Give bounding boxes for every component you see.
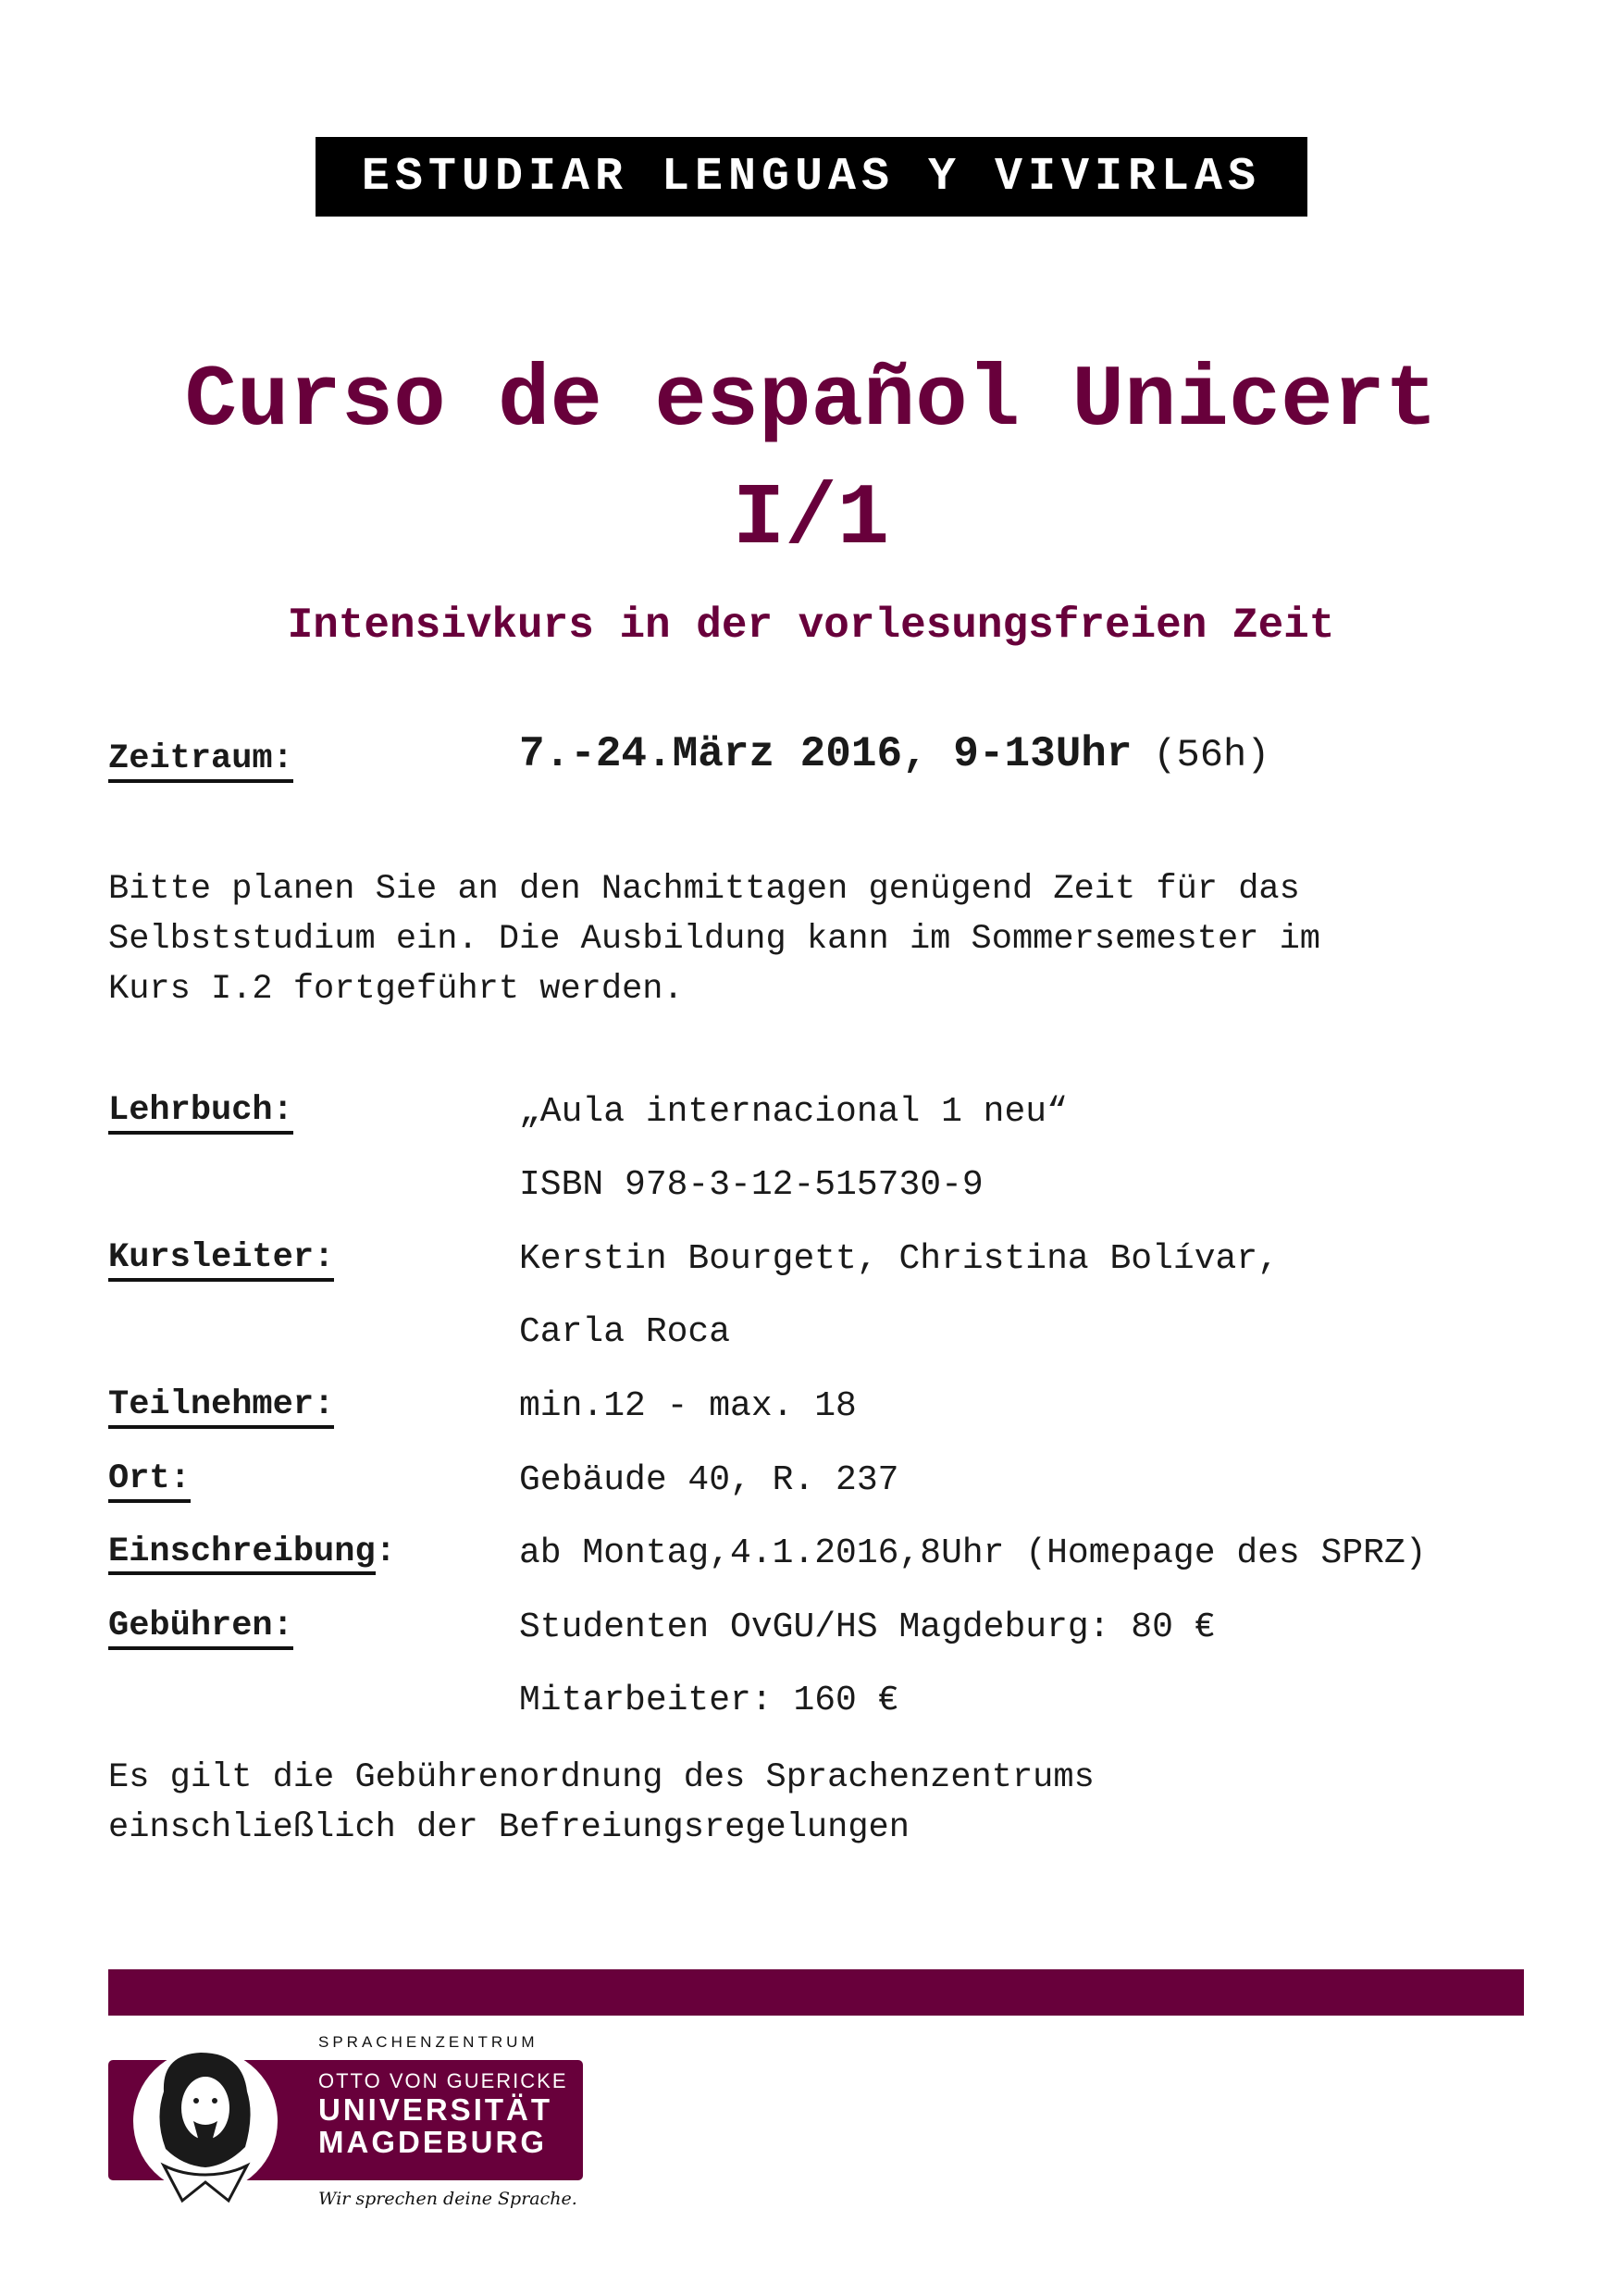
logo-slogan: Wir sprechen deine Sprache. (318, 2189, 577, 2209)
label-zeitraum: Zeitraum: (108, 740, 293, 783)
title-line-2: I/1 (732, 471, 890, 569)
label-einschreibung-text: Einschreibung (108, 1533, 376, 1575)
intro-line: Bitte planen Sie an den Nachmittagen genügend Zeit für das (108, 870, 1300, 909)
banner: ESTUDIAR LENGUAS Y VIVIRLAS (316, 137, 1307, 217)
title-line-1: Curso de español Unicert (184, 353, 1438, 451)
value-gebuehren-studenten: Studenten OvGU/HS Magdeburg: 80 € (519, 1607, 1216, 1647)
portrait-icon (159, 2053, 250, 2201)
intro-line: Selbststudium ein. Die Ausbildung kann im Sommersemester im (108, 920, 1321, 959)
label-einschreibung (108, 1533, 396, 1572)
value-ort: Gebäude 40, R. 237 (519, 1460, 899, 1500)
label-einschreibung-colon: : (375, 1533, 396, 1571)
value-gebuehren-mitarbeiter: Mitarbeiter: 160 € (519, 1681, 899, 1720)
value-teilnehmer: min.12 - max. 18 (519, 1386, 857, 1426)
course-hours: (56h) (1153, 733, 1270, 777)
subtitle: Intensivkurs in der vorlesungsfreien Zeit (287, 602, 1335, 650)
value-zeitraum (519, 730, 1270, 778)
value-einschreibung: ab Montag,4.1.2016,8Uhr (Homepage des SPRZ) (519, 1533, 1427, 1573)
value-lehrbuch-title: „Aula internacional 1 neu“ (519, 1092, 1068, 1132)
value-lehrbuch-isbn: ISBN 978-3-12-515730-9 (519, 1165, 984, 1205)
course-dates: 7.-24.März 2016, 9-13Uhr (519, 730, 1133, 778)
closing-paragraph (108, 1753, 1552, 1853)
label-ort: Ort: (108, 1460, 191, 1503)
intro-paragraph (108, 864, 1552, 1014)
label-teilnehmer: Teilnehmer: (108, 1386, 334, 1429)
logo-top-text: SPRACHENZENTRUM (318, 2033, 539, 2051)
footer-bar (108, 1969, 1524, 2016)
page-title (74, 342, 1548, 579)
value-kursleiter-1: Kerstin Bourgett, Christina Bolívar, (519, 1239, 1279, 1279)
label-lehrbuch: Lehrbuch: (108, 1092, 293, 1135)
label-gebuehren: Gebühren: (108, 1607, 293, 1650)
closing-line: einschließlich der Befreiungsregelungen (108, 1808, 910, 1847)
intro-line: Kurs I.2 fortgeführt werden. (108, 970, 684, 1009)
logo-line-2: UNIVERSITÄT (318, 2092, 553, 2127)
university-logo (108, 2027, 589, 2212)
value-kursleiter-2: Carla Roca (519, 1312, 731, 1352)
logo-line-3: MAGDEBURG (318, 2125, 547, 2159)
label-kursleiter: Kursleiter: (108, 1239, 334, 1282)
closing-line: Es gilt die Gebührenordnung des Sprachenzentrums (108, 1758, 1095, 1797)
logo-line-1: OTTO VON GUERICKE (318, 2069, 568, 2092)
